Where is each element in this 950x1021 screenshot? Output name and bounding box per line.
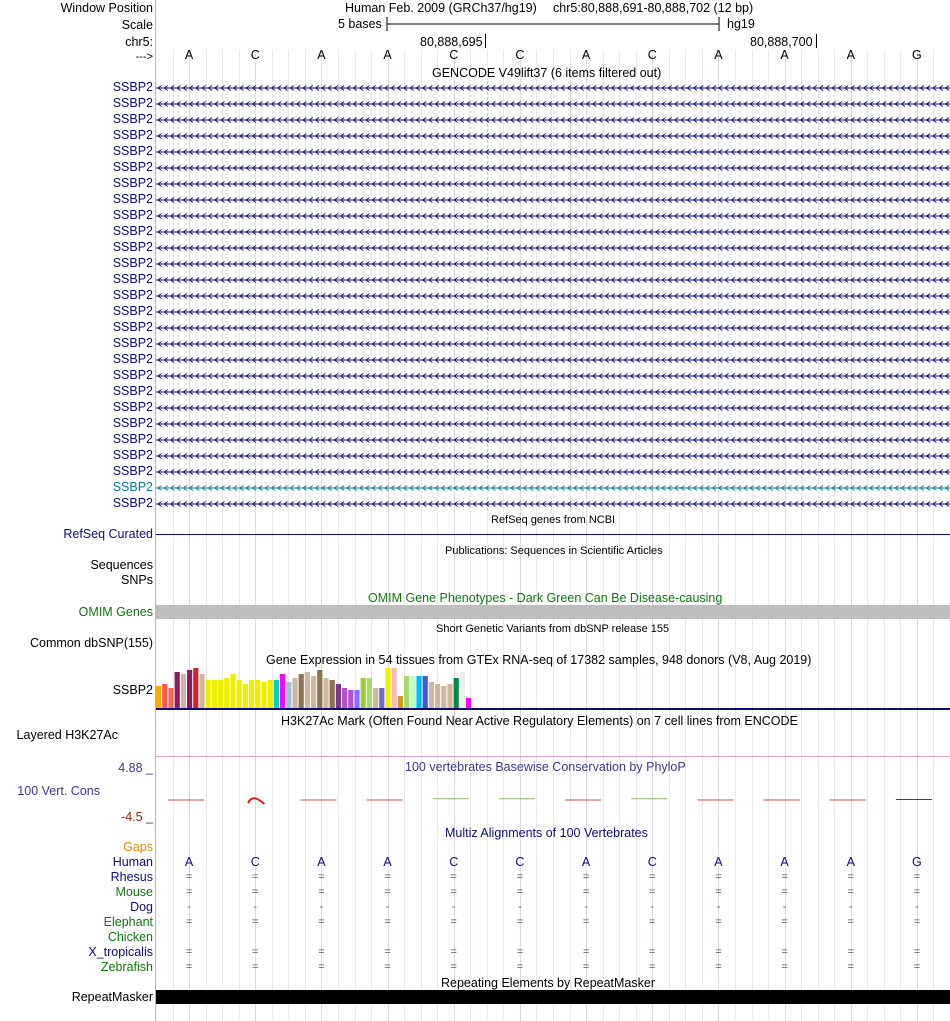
gencode-transcript[interactable] — [156, 320, 950, 335]
gtex-tissue-bar[interactable] — [429, 682, 434, 708]
gencode-transcript[interactable] — [156, 432, 950, 447]
gencode-row-label[interactable]: SSBP2 — [112, 208, 153, 222]
species-label: Mouse — [115, 885, 153, 899]
omim-feature[interactable] — [156, 605, 950, 619]
alignment-base: = — [649, 961, 656, 973]
alignment-base: = — [913, 961, 921, 973]
gtex-tissue-bar[interactable] — [330, 680, 335, 708]
gtex-tissue-bar[interactable] — [385, 668, 390, 708]
conservation-plot[interactable] — [156, 776, 950, 826]
gtex-tissue-bar[interactable] — [230, 674, 235, 708]
gencode-transcript[interactable] — [156, 384, 950, 399]
scale-label: Scale — [121, 18, 153, 32]
alignment-base: = — [318, 916, 325, 928]
alignment-base: A — [714, 855, 723, 869]
alignment-base: A — [780, 855, 789, 869]
gencode-transcript[interactable] — [156, 400, 950, 415]
gencode-row-label[interactable]: SSBP2 — [112, 288, 153, 302]
repeatmasker-title[interactable]: Repeating Elements by RepeatMasker — [441, 976, 656, 990]
alignment-base: = — [913, 946, 921, 958]
alignment-base: - — [451, 901, 456, 913]
alignment-base: = — [318, 946, 325, 958]
gtex-tissue-bar[interactable] — [392, 668, 397, 708]
alignment-base: = — [516, 916, 524, 928]
alignment-base: = — [582, 871, 590, 883]
gtex-tissue-bar[interactable] — [168, 688, 173, 708]
conservation-min-label: -4.5 _ — [121, 810, 153, 824]
sequence-base: C — [250, 48, 260, 62]
alignment-base: = — [252, 961, 259, 973]
gtex-tissue-bar[interactable] — [416, 676, 421, 708]
alignment-base: - — [319, 901, 324, 913]
alignment-base: = — [781, 871, 788, 883]
alignment-base: = — [252, 946, 259, 958]
sequence-base: A — [317, 48, 326, 62]
gtex-chart[interactable] — [156, 668, 950, 712]
gencode-row-label[interactable]: SSBP2 — [112, 256, 153, 270]
alignment-base: - — [915, 901, 919, 913]
coord-label-1: 80,888,695 — [420, 35, 483, 49]
gtex-tissue-bar[interactable] — [212, 680, 217, 708]
gtex-tissue-bar[interactable] — [175, 672, 180, 708]
alignment-base: = — [185, 916, 193, 928]
gtex-tissue-bar[interactable] — [280, 674, 285, 708]
dbsnp-title[interactable]: Short Genetic Variants from dbSNP release 155 — [436, 623, 670, 635]
sequence-base: A — [780, 48, 789, 62]
gencode-transcript[interactable] — [156, 128, 950, 143]
gtex-tissue-bar[interactable] — [286, 682, 291, 708]
conservation-title[interactable]: 100 vertebrates Basewise Conservation by PhyloP — [405, 760, 686, 774]
alignment-base: = — [384, 946, 391, 958]
scale-bases-text: 5 bases — [338, 17, 382, 31]
repeatmasker-feature[interactable] — [156, 990, 950, 1004]
alignment-base: = — [318, 961, 325, 973]
sequence-base: A — [714, 48, 723, 62]
sequence-base: C — [515, 48, 525, 62]
alignment-base: = — [847, 946, 854, 958]
species-label: Human — [112, 855, 153, 869]
alignment-base: = — [384, 961, 391, 973]
gencode-transcript[interactable] — [156, 272, 950, 287]
alignment-base: - — [518, 901, 522, 913]
conservation-score-mark — [248, 798, 264, 804]
gtex-tissue-bar[interactable] — [379, 688, 384, 708]
gtex-tissue-bar[interactable] — [441, 686, 446, 708]
gtex-tissue-bar[interactable] — [348, 690, 353, 708]
gencode-transcript[interactable] — [156, 336, 950, 351]
assembly-text: Human Feb. 2009 (GRCh37/hg19) — [345, 1, 537, 15]
alignment-base: = — [450, 916, 457, 928]
scale-db-text: hg19 — [727, 17, 755, 31]
gencode-row-label[interactable]: SSBP2 — [112, 224, 153, 238]
alignment-base: = — [582, 886, 590, 898]
alignment-base: = — [516, 961, 524, 973]
omim-label[interactable]: OMIM Genes — [78, 605, 153, 619]
gtex-tissue-bar[interactable] — [274, 680, 279, 708]
species-label: Rhesus — [110, 870, 153, 884]
gencode-transcript[interactable] — [156, 208, 950, 223]
gencode-transcript[interactable] — [156, 288, 950, 303]
gtex-tissue-bar[interactable] — [299, 674, 304, 708]
sequence-base: A — [581, 48, 591, 62]
gtex-tissue-bar[interactable] — [367, 678, 372, 708]
alignment-base: = — [252, 871, 259, 883]
refseq-feature[interactable] — [156, 534, 950, 535]
gencode-row-label[interactable]: SSBP2 — [112, 480, 153, 494]
h3k27ac-label[interactable]: Layered H3K27Ac — [16, 728, 118, 742]
gtex-tissue-bar[interactable] — [323, 678, 328, 708]
gencode-row-label[interactable]: SSBP2 — [112, 336, 153, 350]
alignment-base: - — [584, 901, 588, 913]
gtex-tissue-bar[interactable] — [243, 684, 248, 708]
alignment-base: = — [847, 961, 854, 973]
alignment-base: C — [449, 855, 459, 869]
species-label: X_tropicalis — [88, 945, 153, 959]
sequence-base: C — [647, 48, 657, 62]
gtex-tissue-bar[interactable] — [447, 684, 452, 708]
track-label-column — [0, 0, 155, 1021]
gencode-transcript[interactable] — [156, 496, 950, 511]
gtex-tissue-bar[interactable] — [317, 670, 322, 708]
gencode-row-label[interactable]: SSBP2 — [112, 128, 153, 142]
gencode-transcript[interactable] — [156, 176, 950, 191]
gtex-tissue-bar[interactable] — [423, 676, 428, 708]
species-label: Chicken — [107, 930, 153, 944]
window-position-label: Window Position — [60, 1, 153, 15]
alignment-base: = — [913, 871, 921, 883]
sequence-base: G — [912, 48, 922, 62]
gencode-row-label[interactable]: SSBP2 — [112, 416, 153, 430]
gtex-tissue-bar[interactable] — [435, 684, 440, 708]
coord-tick-1 — [485, 34, 486, 48]
gtex-tissue-bar[interactable] — [156, 686, 161, 708]
alignment-base: = — [781, 961, 788, 973]
species-label: Zebrafish — [100, 960, 153, 974]
sequence-base: C — [449, 48, 459, 62]
alignment-base: = — [450, 871, 457, 883]
alignment-base: = — [649, 886, 656, 898]
gencode-row-label[interactable]: SSBP2 — [112, 432, 153, 446]
gencode-row-label[interactable]: SSBP2 — [112, 320, 153, 334]
alignment-base: - — [187, 901, 191, 913]
sequence-base: A — [184, 48, 194, 62]
scale-bar — [386, 16, 720, 32]
alignment-base: = — [318, 871, 325, 883]
alignment-base: = — [913, 886, 921, 898]
gencode-transcript[interactable] — [156, 160, 950, 175]
gtex-tissue-bar[interactable] — [199, 674, 204, 708]
dbsnp-label[interactable]: Common dbSNP(155) — [30, 636, 153, 650]
alignment-base: - — [253, 901, 258, 913]
repeatmasker-label[interactable]: RepeatMasker — [71, 990, 153, 1004]
gencode-row-label[interactable]: SSBP2 — [112, 96, 153, 110]
alignment-base: = — [185, 886, 193, 898]
gencode-transcript[interactable] — [156, 352, 950, 367]
alignment-base: A — [317, 855, 326, 869]
gtex-tissue-bar[interactable] — [454, 678, 459, 708]
gencode-row-label[interactable]: SSBP2 — [112, 112, 153, 126]
strand-label[interactable]: ---> — [135, 51, 153, 63]
gencode-transcript[interactable] — [156, 192, 950, 207]
alignment-base: - — [385, 901, 390, 913]
gtex-title[interactable]: Gene Expression in 54 tissues from GTEx RNA-seq of 17382 samples, 948 donors (V8, Aug 2019) — [266, 653, 812, 667]
alignment-base: = — [384, 871, 391, 883]
gtex-tissue-bar[interactable] — [261, 682, 266, 708]
track-area[interactable] — [156, 0, 950, 1021]
alignment-base: = — [715, 946, 722, 958]
alignment-base: = — [185, 961, 193, 973]
gencode-transcript[interactable] — [156, 304, 950, 319]
alignment-base: C — [515, 855, 525, 869]
alignment-base: - — [782, 901, 787, 913]
alignment-base: = — [318, 886, 325, 898]
alignment-base: A — [383, 855, 392, 869]
alignment-base: - — [848, 901, 853, 913]
conservation-label[interactable]: 100 Vert. Cons — [17, 784, 100, 798]
multiz-title[interactable]: Multiz Alignments of 100 Vertebrates — [445, 826, 648, 840]
alignment-base: = — [516, 871, 524, 883]
alignment-base: - — [650, 901, 655, 913]
refseq-title[interactable]: RefSeq genes from NCBI — [491, 514, 616, 526]
publications-label[interactable]: Sequences — [90, 558, 153, 572]
gtex-tissue-bar[interactable] — [398, 696, 403, 708]
gencode-row-label[interactable]: SSBP2 — [112, 352, 153, 366]
gencode-transcript[interactable] — [156, 80, 950, 95]
coord-tick-2 — [816, 34, 817, 48]
alignment-base: = — [715, 886, 722, 898]
alignment-base: = — [516, 946, 524, 958]
gencode-transcript[interactable] — [156, 448, 950, 463]
alignment-base: A — [846, 855, 855, 869]
conservation-max-label: 4.88 _ — [118, 761, 153, 775]
gencode-row-label[interactable]: SSBP2 — [112, 368, 153, 382]
alignment-base: = — [715, 961, 722, 973]
gtex-label[interactable]: SSBP2 — [112, 683, 153, 697]
alignment-base: = — [252, 916, 259, 928]
alignment-base: = — [847, 871, 854, 883]
gencode-transcript[interactable] — [156, 224, 950, 239]
species-label: Elephant — [103, 915, 153, 929]
gtex-tissue-bar[interactable] — [187, 670, 192, 708]
gtex-tissue-bar[interactable] — [268, 680, 273, 708]
alignment-base: = — [781, 946, 788, 958]
alignment-base: = — [450, 946, 457, 958]
gtex-tissue-bar[interactable] — [460, 672, 465, 708]
gtex-tissue-bar[interactable] — [472, 704, 477, 708]
h3k27ac-baseline — [156, 756, 950, 757]
snps-label[interactable]: SNPs — [121, 573, 153, 587]
alignment-base: G — [912, 855, 922, 869]
alignment-base: = — [582, 961, 590, 973]
gencode-row-label[interactable]: SSBP2 — [112, 384, 153, 398]
gencode-transcript[interactable] — [156, 112, 950, 127]
gencode-row-label[interactable]: SSBP2 — [112, 192, 153, 206]
coord-label-2: 80,888,700 — [750, 35, 813, 49]
alignment-base: A — [581, 855, 591, 869]
refseq-label[interactable]: RefSeq Curated — [63, 527, 153, 541]
alignment-base: = — [185, 946, 193, 958]
gtex-tissue-bar[interactable] — [361, 678, 366, 708]
gencode-transcript[interactable] — [156, 368, 950, 383]
alignment-base: = — [649, 946, 656, 958]
position-text: chr5:80,888,691-80,888,702 (12 bp) — [553, 1, 754, 15]
gtex-tissue-bar[interactable] — [478, 704, 483, 708]
gencode-row-label[interactable]: SSBP2 — [112, 144, 153, 158]
alignment-base: = — [847, 886, 854, 898]
alignment-base: = — [516, 886, 524, 898]
alignment-base: = — [847, 916, 854, 928]
gencode-transcript[interactable] — [156, 144, 950, 159]
gtex-tissue-bar[interactable] — [218, 680, 223, 708]
alignment-base: = — [781, 886, 788, 898]
gtex-tissue-bar[interactable] — [292, 678, 297, 708]
gtex-tissue-bar[interactable] — [206, 680, 211, 708]
gtex-tissue-bar[interactable] — [162, 684, 167, 708]
gtex-tissue-bar[interactable] — [249, 680, 254, 708]
gencode-title[interactable]: GENCODE V49lift37 (6 items filtered out) — [432, 66, 662, 80]
omim-title[interactable]: OMIM Gene Phenotypes - Dark Green Can Be Disease-causing — [368, 591, 723, 605]
gencode-row-label[interactable]: SSBP2 — [112, 176, 153, 190]
gtex-tissue-bar[interactable] — [342, 688, 347, 708]
alignment-base: = — [450, 886, 457, 898]
gencode-transcript[interactable] — [156, 480, 950, 495]
gtex-tissue-bar[interactable] — [255, 680, 260, 708]
alignment-base: A — [184, 855, 194, 869]
alignment-base: = — [582, 916, 590, 928]
gtex-tissue-bar[interactable] — [466, 698, 471, 708]
alignment-base: - — [716, 901, 721, 913]
alignment-base: = — [715, 871, 722, 883]
alignment-base: = — [252, 886, 259, 898]
gtex-tissue-bar[interactable] — [336, 684, 341, 708]
gencode-row-label[interactable]: SSBP2 — [112, 304, 153, 318]
gencode-transcript[interactable] — [156, 464, 950, 479]
gtex-tissue-bar[interactable] — [354, 690, 359, 708]
gtex-tissue-bar[interactable] — [410, 676, 415, 708]
gtex-tissue-bar[interactable] — [181, 674, 186, 708]
publications-title[interactable]: Publications: Sequences in Scientific Articles — [445, 545, 663, 557]
gtex-tissue-bar[interactable] — [237, 680, 242, 708]
sequence-base: A — [846, 48, 855, 62]
gtex-tissue-bar[interactable] — [193, 668, 198, 708]
alignment-base: = — [913, 916, 921, 928]
gencode-row-label[interactable]: SSBP2 — [112, 160, 153, 174]
alignment-base: = — [582, 946, 590, 958]
gtex-tissue-bar[interactable] — [404, 676, 409, 708]
alignment-base: C — [250, 855, 260, 869]
gtex-tissue-bar[interactable] — [224, 678, 229, 708]
gaps-label: Gaps — [123, 840, 153, 854]
gencode-row-label[interactable]: SSBP2 — [112, 496, 153, 510]
chrom-label: chr5: — [125, 35, 153, 49]
gencode-transcript[interactable] — [156, 240, 950, 255]
gencode-row-label[interactable]: SSBP2 — [112, 448, 153, 462]
gencode-transcript[interactable] — [156, 96, 950, 111]
alignment-base: = — [781, 916, 788, 928]
gencode-transcript[interactable] — [156, 256, 950, 271]
gencode-row-label[interactable]: SSBP2 — [112, 400, 153, 414]
gtex-tissue-bar[interactable] — [485, 704, 490, 708]
alignment-base: = — [649, 871, 656, 883]
gtex-tissue-bar[interactable] — [311, 676, 316, 708]
alignment-base: = — [384, 916, 391, 928]
gencode-row-label[interactable]: SSBP2 — [112, 464, 153, 478]
gencode-row-label[interactable]: SSBP2 — [112, 240, 153, 254]
gencode-transcript[interactable] — [156, 416, 950, 431]
alignment-base: = — [450, 961, 457, 973]
gencode-row-label[interactable]: SSBP2 — [112, 80, 153, 94]
sequence-base: A — [383, 48, 392, 62]
alignment-base: = — [185, 871, 193, 883]
alignment-base: = — [715, 916, 722, 928]
alignment-base: C — [647, 855, 657, 869]
gtex-tissue-bar[interactable] — [373, 688, 378, 708]
species-label: Dog — [130, 900, 153, 914]
h3k27ac-title[interactable]: H3K27Ac Mark (Often Found Near Active Regulatory Elements) on 7 cell lines from ENCODE — [281, 714, 798, 728]
alignment-base: = — [649, 916, 656, 928]
gencode-row-label[interactable]: SSBP2 — [112, 272, 153, 286]
alignment-base: = — [384, 886, 391, 898]
gtex-tissue-bar[interactable] — [305, 672, 310, 708]
